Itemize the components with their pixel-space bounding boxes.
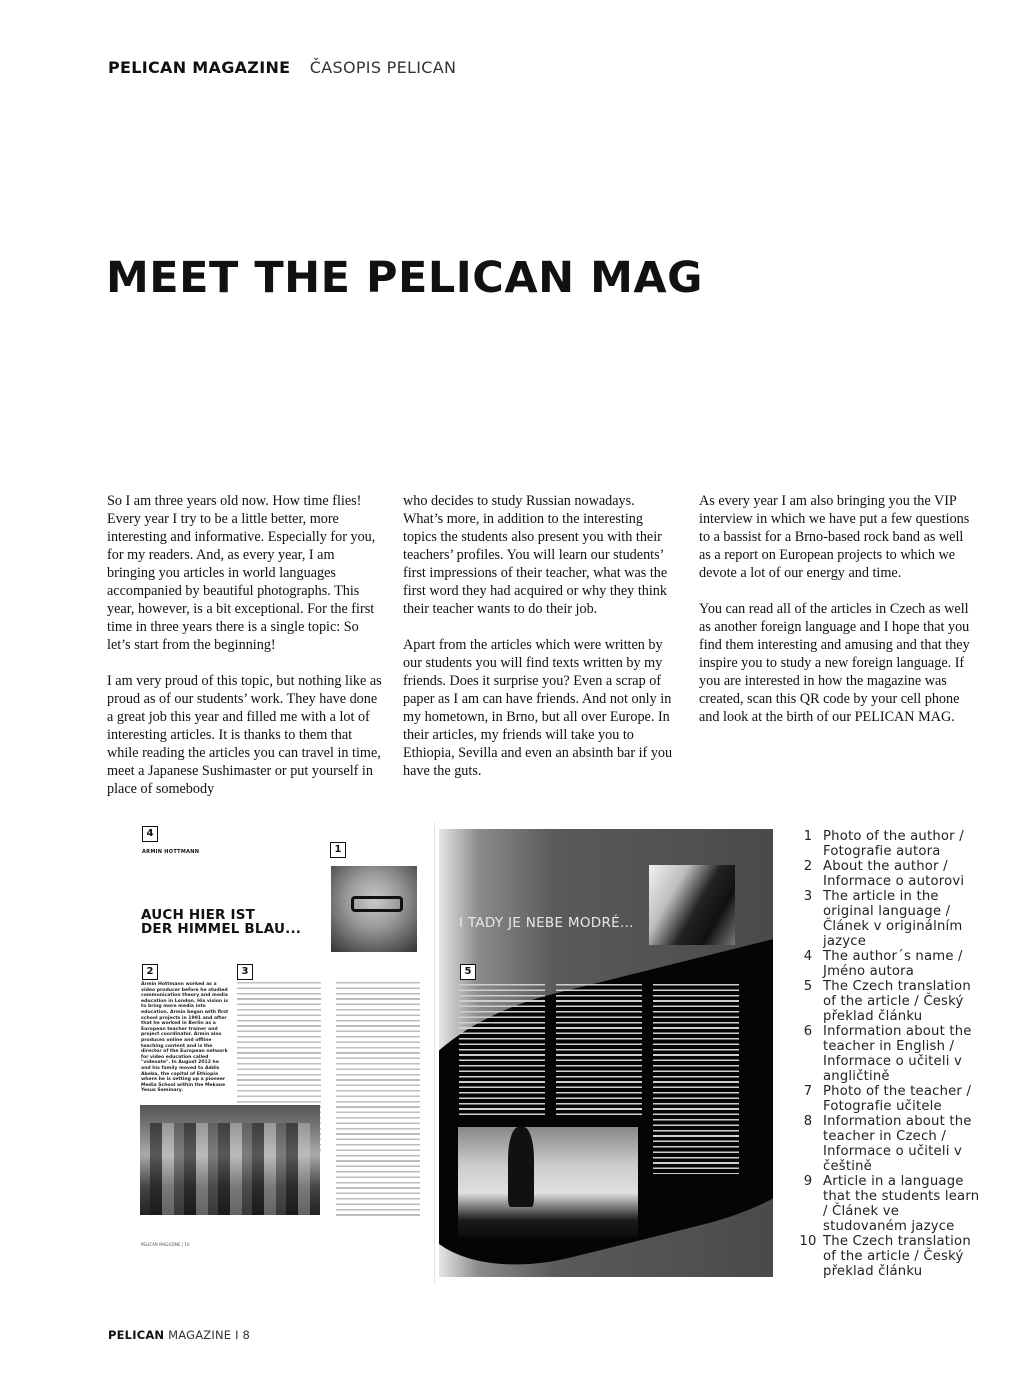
title-line: AUCH HIER IST	[141, 907, 256, 923]
legend-item	[793, 889, 983, 949]
marker-article-original: 3	[237, 964, 253, 980]
legend-item	[793, 1234, 983, 1279]
body-column-1	[107, 492, 385, 816]
translation-text-placeholder	[556, 984, 642, 1119]
legend-number: 3	[803, 889, 813, 904]
street-photo	[458, 1127, 638, 1237]
article-title-czech: I TADY JE NEBE MODRÉ...	[459, 915, 634, 931]
footer-page-number: MAGAZINE I 8	[168, 1328, 251, 1342]
paragraph: who decides to study Russian nowadays. What’s more, in addition to the interesting topics the students also present you with their teachers’ profiles. You will learn our students’ first impressions of their teacher, what was the first word they had acquired or why they think their teacher wants to do their job.	[403, 493, 668, 617]
header-subtitle: ČASOPIS PELICAN	[309, 58, 457, 77]
legend-number: 8	[803, 1114, 813, 1129]
legend-item	[793, 949, 983, 979]
legend-text: The Czech translation of the article / Český překlad článku	[823, 1234, 971, 1279]
legend-number: 6	[803, 1024, 813, 1039]
body-column-3	[699, 492, 974, 744]
translation-text-placeholder	[653, 984, 739, 1174]
legend-number: 4	[803, 949, 813, 964]
legend-text: Information about the teacher in English / Informace o učiteli v angličtině	[823, 1024, 972, 1084]
paragraph: I am very proud of this topic, but nothing like as proud as of our students’ work. They have done a great job this year and filled me with a lot of interesting articles. It is thanks to them that while reading the articles you can travel in time, meet a Japanese Sushimaster or put yourself in place of somebody	[107, 673, 382, 797]
running-header	[108, 58, 456, 77]
sample-page-footer: PELICAN MAGAZINE | 10	[141, 1242, 190, 1247]
legend-text: The author´s name / Jméno autora	[823, 949, 963, 979]
article-text-placeholder	[336, 982, 420, 1217]
legend-item	[793, 1084, 983, 1114]
article-title-german	[141, 908, 301, 936]
legend-number: 9	[803, 1174, 813, 1189]
title-line: DER HIMMEL BLAU...	[141, 921, 302, 937]
marker-author-photo: 1	[330, 842, 346, 858]
teacher-photo	[649, 865, 735, 945]
marker-czech-translation: 5	[460, 964, 476, 980]
legend-item	[793, 829, 983, 859]
header-brand: PELICAN MAGAZINE	[108, 58, 291, 77]
legend-item	[793, 979, 983, 1024]
paragraph: So I am three years old now. How time flies! Every year I try to be a little better, more interesting and informative. Especially for you, for my readers. And, as every year, I am bringing you articles in world languages accompanied by beautiful photographs. This year, however, is a bit exceptional. For the first time in three years there is a single topic: So let’s start from the beginning!	[107, 493, 376, 653]
paragraph: As every year I am also bringing you the VIP interview in which we have put a few questions to a bassist for a Brno-based rock band as well as a report on European projects to which we devote a lot of our energy and time.	[699, 493, 970, 581]
page-footer	[108, 1328, 250, 1342]
legend-text: Article in a language that the students learn / Článek ve studovaném jazyce	[823, 1174, 980, 1234]
sample-page-right	[439, 829, 773, 1277]
author-name: ARMIN HOTTMANN	[142, 849, 200, 855]
footer-brand: PELICAN	[108, 1328, 165, 1342]
translation-text-placeholder	[459, 984, 545, 1119]
marker-author-name: 4	[142, 826, 158, 842]
legend-number: 2	[803, 859, 813, 874]
page-title: MEET THE PELICAN MAG	[106, 253, 703, 303]
glasses-shape	[351, 896, 403, 912]
legend-list	[793, 829, 983, 1279]
legend-number: 10	[799, 1234, 817, 1249]
legend-text: Photo of the author / Fotografie autora	[823, 829, 964, 859]
legend-text: About the author / Informace o autorovi	[823, 859, 965, 889]
legend-number: 1	[803, 829, 813, 844]
legend-number: 7	[803, 1084, 813, 1099]
group-photo	[140, 1105, 320, 1215]
paragraph: Apart from the articles which were written by our students you will find texts written by my friends. Does it surprise you? Even a scrap of paper as I am can have friends. And not only in my hometown, in Brno, but all over Europe. In their articles, my friends will take you to Ethiopia, Sevilla and even an absinth bar if you have the guts.	[403, 637, 673, 779]
legend-item	[793, 1174, 983, 1234]
body-column-2	[403, 492, 678, 798]
marker-about-author: 2	[142, 964, 158, 980]
paragraph: You can read all of the articles in Czech as well as another foreign language and I hope that you find them interesting and amusing and that they inspire you to study a new foreign language. If you are interested in how the magazine was created, scan this QR code by your cell phone and look at the birth of our PELICAN MAG.	[699, 601, 970, 725]
legend-text: The Czech translation of the article / Český překlad článku	[823, 979, 971, 1024]
sample-page-left	[138, 822, 435, 1284]
author-photo	[331, 866, 417, 952]
legend-text: Information about the teacher in Czech / Informace o učiteli v češtině	[823, 1114, 972, 1174]
legend-item	[793, 1024, 983, 1084]
legend-number: 5	[803, 979, 813, 994]
legend-text: The article in the original language / Článek v originálním jazyce	[823, 889, 963, 949]
author-bio: Armin Hottmann worked as a video producer before he studied communication theory and media education in London. His vision is to bring more media into education. Armin began with first school projects in 1991 and after that he worked in Berlin as a European teacher trainer and project coordinator. Armin also produces online and offline teaching content and is the director of the European network for video education called "videoate". In August 2012 he and his family moved to Addis Abeba, the capital of Ethiopia where he is setting up a pioneer Media School within the Mekane Yesus Seminary.	[141, 982, 229, 1094]
legend-text: Photo of the teacher / Fotografie učitele	[823, 1084, 972, 1114]
legend-item	[793, 859, 983, 889]
legend-item	[793, 1114, 983, 1174]
